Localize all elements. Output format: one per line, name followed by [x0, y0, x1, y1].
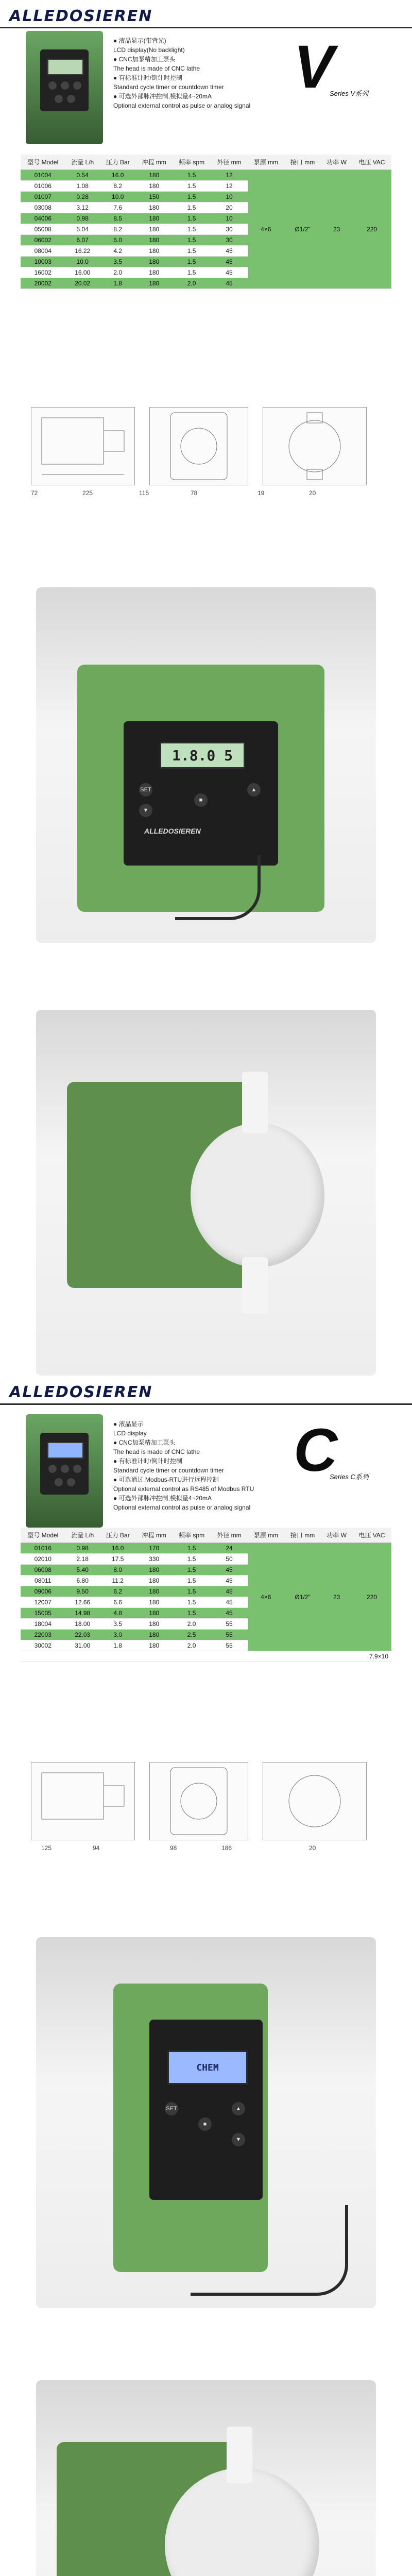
cell-diameter: 45 — [211, 1575, 247, 1586]
v-series-badge — [294, 33, 386, 103]
col-frequency: 频率 spm — [173, 155, 211, 170]
cell-voltage: 220 — [352, 170, 391, 289]
cell-model: 08004 — [21, 246, 65, 257]
cell-model: 22003 — [21, 1630, 65, 1640]
cell-pressure: 3.0 — [100, 1630, 136, 1640]
feature-line: Standard cycle timer or countdown timer — [113, 1467, 224, 1474]
col-power: 功率 W — [321, 1528, 352, 1543]
cell-inlet: Ø1/2" — [284, 170, 321, 289]
cell-diameter: 24 — [211, 1543, 247, 1554]
cell-frequency: 1.5 — [173, 181, 211, 192]
cell-pressure: 6.2 — [100, 1586, 136, 1597]
cell-model: 09006 — [21, 1586, 65, 1597]
head-view-svg — [263, 408, 366, 485]
c-series-badge — [294, 1416, 386, 1486]
cell-power: 23 — [321, 170, 352, 289]
dim-label: 98 — [170, 1844, 177, 1852]
thumb-button — [67, 1478, 75, 1486]
dim-label: 94 — [93, 1844, 100, 1852]
cell-model: 20002 — [21, 278, 65, 289]
v-pump-photo-head — [36, 1010, 376, 1376]
outlet-fitting — [227, 2427, 252, 2483]
col-tube: 泵源 mm — [248, 1528, 284, 1543]
cell-pressure: 8.5 — [100, 213, 136, 224]
front-view-drawing — [149, 407, 248, 485]
c-product-thumbnail — [26, 1414, 103, 1528]
cell-tube-alt: 7.9×10 — [21, 1651, 391, 1662]
cell-diameter: 45 — [211, 1586, 247, 1597]
cell-pressure: 6.6 — [100, 1597, 136, 1608]
cell-voltage: 220 — [352, 1543, 391, 1651]
cell-stroke: 180 — [136, 1575, 173, 1586]
col-pressure: 压力 Bar — [100, 155, 136, 170]
down-button: ▼ — [232, 2133, 245, 2146]
thumb-button — [55, 1478, 63, 1486]
cell-model: 01004 — [21, 170, 65, 181]
cell-pressure: 8.2 — [100, 224, 136, 235]
feature-line: Standard cycle timer or countdown timer — [113, 83, 224, 91]
cell-pressure: 4.2 — [100, 246, 136, 257]
series-label: Series V系列 — [330, 90, 369, 97]
cell-frequency: 1.5 — [173, 170, 211, 181]
cell-flow: 1.08 — [65, 181, 100, 192]
feature-line: ● 有标准计时/倒计时控制 — [113, 1458, 182, 1465]
thumb-lcd — [47, 59, 83, 75]
col-stroke: 冲程 mm — [136, 155, 173, 170]
cell-pressure: 11.2 — [100, 1575, 136, 1586]
c-pump-photo-head — [36, 2380, 376, 2576]
cell-model: 03008 — [21, 202, 65, 213]
side-view-svg — [31, 408, 134, 485]
brand-header — [0, 0, 412, 29]
cell-diameter: 45 — [211, 1597, 247, 1608]
cell-stroke: 180 — [136, 1640, 173, 1651]
table-header-row — [21, 155, 391, 170]
table-row — [21, 170, 391, 181]
cell-frequency: 1.5 — [173, 1586, 211, 1597]
series-label: Series C系列 — [330, 1473, 369, 1481]
c-pump-photo-front — [36, 1937, 376, 2308]
front-view-svg — [150, 408, 248, 485]
cell-stroke: 180 — [136, 235, 173, 246]
cell-stroke: 180 — [136, 224, 173, 235]
cell-flow: 5.40 — [65, 1565, 100, 1575]
cell-diameter: 45 — [211, 278, 247, 289]
cell-diameter: 10 — [211, 213, 247, 224]
cell-flow: 18.00 — [65, 1619, 100, 1630]
cell-stroke: 180 — [136, 267, 173, 278]
col-outer-diameter: 外径 mm — [211, 1528, 247, 1543]
cell-frequency: 1.5 — [173, 224, 211, 235]
feature-line: The head is made of CNC lathe — [113, 1448, 200, 1455]
dim-label: 125 — [41, 1844, 52, 1852]
cell-tube: 4×6 — [248, 1543, 284, 1651]
feature-line: ● CNC加泵精加工泵头 — [113, 1439, 176, 1446]
cell-pressure: 1.8 — [100, 278, 136, 289]
head-view-svg — [263, 1762, 366, 1840]
cell-model: 08011 — [21, 1575, 65, 1586]
cell-diameter: 20 — [211, 202, 247, 213]
feature-line: The head is made of CNC lathe — [113, 65, 200, 72]
cell-pressure: 10.0 — [100, 192, 136, 202]
thumb-button — [61, 81, 69, 90]
cell-stroke: 180 — [136, 246, 173, 257]
thumb-button — [73, 81, 81, 90]
dim-label: 19 — [258, 489, 265, 497]
col-tube: 泵源 mm — [248, 155, 284, 170]
cell-frequency: 1.5 — [173, 213, 211, 224]
divider — [0, 1403, 412, 1405]
cell-stroke: 180 — [136, 213, 173, 224]
dim-label: 20 — [309, 1844, 316, 1852]
cell-frequency: 2.5 — [173, 1630, 211, 1640]
cell-flow: 0.28 — [65, 192, 100, 202]
cell-flow: 0.98 — [65, 1543, 100, 1554]
side-view-drawing — [31, 407, 135, 485]
power-cable — [175, 855, 261, 920]
cell-model: 04006 — [21, 213, 65, 224]
v-feature-list — [113, 36, 278, 110]
feature-line: Optional external control as RS485 of Modbus RTU — [113, 1485, 254, 1493]
col-flow: 流量 L/h — [65, 1528, 100, 1543]
dim-label: 115 — [139, 489, 149, 497]
pump-head — [191, 1123, 324, 1267]
cell-pressure: 2.0 — [100, 267, 136, 278]
control-face — [124, 721, 278, 866]
cell-frequency: 1.5 — [173, 267, 211, 278]
thumb-control-panel — [40, 49, 89, 111]
thumb-button — [48, 1465, 57, 1473]
cell-diameter: 50 — [211, 1554, 247, 1565]
cell-diameter: 55 — [211, 1640, 247, 1651]
cell-stroke: 180 — [136, 1586, 173, 1597]
front-view-drawing — [149, 1762, 248, 1840]
cell-flow: 12.66 — [65, 1597, 100, 1608]
cell-diameter: 12 — [211, 181, 247, 192]
cell-flow: 2.18 — [65, 1554, 100, 1565]
cell-pressure: 4.8 — [100, 1608, 136, 1619]
cell-stroke: 180 — [136, 1619, 173, 1630]
col-flow: 流量 L/h — [65, 155, 100, 170]
feature-line: Optional external control as pulse or analog signal — [113, 102, 251, 109]
series-letter: C — [294, 1416, 338, 1484]
cell-flow: 20.02 — [65, 278, 100, 289]
cell-frequency: 1.5 — [173, 1554, 211, 1565]
panel-brand: ALLEDOSIEREN — [144, 827, 201, 835]
side-view-drawing — [31, 1762, 135, 1840]
col-voltage: 电压 VAC — [352, 1528, 391, 1543]
cell-diameter: 55 — [211, 1619, 247, 1630]
cell-frequency: 1.5 — [173, 1543, 211, 1554]
feature-line: LCD display — [113, 1430, 147, 1437]
cell-flow: 16.00 — [65, 267, 100, 278]
col-power: 功率 W — [321, 155, 352, 170]
col-outer-diameter: 外径 mm — [211, 155, 247, 170]
cell-stroke: 150 — [136, 192, 173, 202]
head-view-drawing — [263, 407, 367, 485]
cell-model: 18004 — [21, 1619, 65, 1630]
thumb-lcd — [47, 1442, 83, 1459]
cell-stroke: 330 — [136, 1554, 173, 1565]
feature-line: ● 可选通过 Modbus-RTU进行远程控制 — [113, 1476, 219, 1483]
cell-diameter: 45 — [211, 267, 247, 278]
feature-line: ● CNC加泵精加工泵头 — [113, 56, 176, 63]
thumb-button — [55, 95, 63, 103]
cell-diameter: 45 — [211, 246, 247, 257]
cell-pressure: 8.2 — [100, 181, 136, 192]
cell-flow: 31.00 — [65, 1640, 100, 1651]
feature-line: Optional external control as pulse or analog signal — [113, 1504, 251, 1511]
cell-stroke: 180 — [136, 1608, 173, 1619]
feature-line: ● 可选外部脉冲控制,模拟量4~20mA — [113, 93, 212, 100]
lcd-display: CHEM — [167, 2050, 248, 2084]
front-view-svg — [150, 1762, 248, 1840]
cell-stroke: 180 — [136, 1630, 173, 1640]
col-stroke: 冲程 mm — [136, 1528, 173, 1543]
control-face — [149, 2020, 263, 2200]
col-inlet: 接口 mm — [284, 1528, 321, 1543]
cell-frequency: 1.5 — [173, 202, 211, 213]
side-view-svg — [31, 1762, 134, 1840]
up-button: ▲ — [232, 2102, 245, 2115]
v-pump-photo-front — [36, 587, 376, 943]
feature-line: ● 可选外部脉冲控制,模拟量4~20mA — [113, 1495, 212, 1502]
cell-flow: 10.0 — [65, 257, 100, 267]
set-button: SET — [165, 2102, 178, 2115]
table-header-row — [21, 1528, 391, 1543]
col-frequency: 频率 spm — [173, 1528, 211, 1543]
cell-frequency: 2.0 — [173, 278, 211, 289]
cell-frequency: 1.5 — [173, 1597, 211, 1608]
divider — [0, 27, 412, 28]
cell-flow: 6.80 — [65, 1575, 100, 1586]
cell-diameter: 30 — [211, 235, 247, 246]
cell-model: 15005 — [21, 1608, 65, 1619]
cell-diameter: 45 — [211, 1608, 247, 1619]
cell-frequency: 1.5 — [173, 235, 211, 246]
cell-flow: 0.98 — [65, 213, 100, 224]
inlet-fitting — [242, 1257, 268, 1314]
dim-label: 225 — [82, 489, 93, 497]
cell-diameter: 30 — [211, 224, 247, 235]
cell-model: 06008 — [21, 1565, 65, 1575]
c-feature-list — [113, 1419, 278, 1512]
cell-flow: 16.22 — [65, 246, 100, 257]
cell-pressure: 6.0 — [100, 235, 136, 246]
cell-stroke: 170 — [136, 1543, 173, 1554]
cell-power: 23 — [321, 1543, 352, 1651]
thumb-button — [61, 1465, 69, 1473]
cell-diameter: 45 — [211, 1565, 247, 1575]
cell-frequency: 1.5 — [173, 1575, 211, 1586]
cell-flow: 9.50 — [65, 1586, 100, 1597]
cell-frequency: 1.5 — [173, 192, 211, 202]
cell-model: 06002 — [21, 235, 65, 246]
cell-pressure: 16.0 — [100, 170, 136, 181]
cell-stroke: 180 — [136, 181, 173, 192]
cell-stroke: 180 — [136, 257, 173, 267]
col-pressure: 压力 Bar — [100, 1528, 136, 1543]
cell-pressure: 3.5 — [100, 1619, 136, 1630]
thumb-button — [48, 81, 57, 90]
thumb-button — [73, 1465, 81, 1473]
feature-line: ● 液晶显示 — [113, 1420, 144, 1428]
col-voltage: 电压 VAC — [352, 155, 391, 170]
v-product-thumbnail — [26, 31, 103, 144]
cell-model: 01007 — [21, 192, 65, 202]
col-inlet: 接口 mm — [284, 155, 321, 170]
feature-line: ● 液晶显示(带背光) — [113, 37, 166, 44]
cell-frequency: 1.5 — [173, 257, 211, 267]
dim-label: 186 — [221, 1844, 232, 1852]
cell-pressure: 3.5 — [100, 257, 136, 267]
cell-pressure: 16.0 — [100, 1543, 136, 1554]
stop-button: ■ — [194, 793, 208, 807]
c-spec-block — [21, 1414, 391, 1528]
v-spec-block — [21, 31, 391, 155]
cell-stroke: 180 — [136, 1565, 173, 1575]
stop-button: ■ — [198, 2117, 212, 2131]
cell-model: 05008 — [21, 224, 65, 235]
cell-pressure: 7.6 — [100, 202, 136, 213]
v-spec-table — [21, 155, 391, 289]
cell-diameter: 12 — [211, 170, 247, 181]
thumb-control-panel — [40, 1433, 89, 1495]
cell-stroke: 180 — [136, 202, 173, 213]
up-button: ▲ — [247, 783, 261, 796]
cell-stroke: 180 — [136, 1597, 173, 1608]
brand-logo: ALLEDOSIEREN — [9, 7, 153, 25]
dim-label: 78 — [191, 489, 198, 497]
c-dimension-drawings — [21, 1757, 391, 1870]
c-spec-table — [21, 1528, 391, 1662]
cell-pressure: 17.5 — [100, 1554, 136, 1565]
down-button: ▼ — [139, 804, 152, 817]
brand-header — [0, 1378, 412, 1404]
cell-inlet: Ø1/2" — [284, 1543, 321, 1651]
cell-model: 12007 — [21, 1597, 65, 1608]
brand-logo: ALLEDOSIEREN — [9, 1383, 153, 1401]
head-view-drawing — [263, 1762, 367, 1840]
cell-model: 30002 — [21, 1640, 65, 1651]
v-dimension-drawings — [21, 397, 391, 510]
set-button: SET — [139, 783, 152, 796]
cell-pressure: 1.8 — [100, 1640, 136, 1651]
cell-frequency: 2.0 — [173, 1640, 211, 1651]
cell-stroke: 180 — [136, 170, 173, 181]
cell-model: 02010 — [21, 1554, 65, 1565]
cell-flow: 0.54 — [65, 170, 100, 181]
cell-flow: 3.12 — [65, 202, 100, 213]
thumb-button — [67, 95, 75, 103]
col-model: 型号 Model — [21, 1528, 65, 1543]
dim-label: 20 — [309, 489, 316, 497]
feature-line: LCD display(No backlight) — [113, 46, 185, 54]
feature-line: ● 有标准计时/倒计时控制 — [113, 74, 182, 81]
cell-frequency: 1.5 — [173, 1565, 211, 1575]
cell-model: 01006 — [21, 181, 65, 192]
cell-flow: 22.03 — [65, 1630, 100, 1640]
cell-frequency: 2.0 — [173, 1619, 211, 1630]
cell-frequency: 1.5 — [173, 1608, 211, 1619]
series-letter: V — [294, 33, 334, 101]
outlet-fitting — [242, 1072, 268, 1133]
cell-diameter: 55 — [211, 1630, 247, 1640]
power-cable — [191, 2205, 348, 2296]
lcd-display: 1.8.0 5 — [160, 742, 245, 769]
cell-model: 01016 — [21, 1543, 65, 1554]
cell-model: 10003 — [21, 257, 65, 267]
dim-label: 72 — [31, 489, 38, 497]
cell-diameter: 10 — [211, 192, 247, 202]
cell-flow: 6.07 — [65, 235, 100, 246]
cell-pressure: 8.0 — [100, 1565, 136, 1575]
cell-stroke: 180 — [136, 278, 173, 289]
table-row — [21, 1543, 391, 1554]
cell-frequency: 1.5 — [173, 246, 211, 257]
cell-tube: 4×6 — [248, 170, 284, 289]
cell-flow: 14.98 — [65, 1608, 100, 1619]
cell-flow: 5.04 — [65, 224, 100, 235]
col-model: 型号 Model — [21, 155, 65, 170]
cell-diameter: 45 — [211, 257, 247, 267]
cell-model: 16002 — [21, 267, 65, 278]
table-note-row — [21, 1651, 391, 1662]
